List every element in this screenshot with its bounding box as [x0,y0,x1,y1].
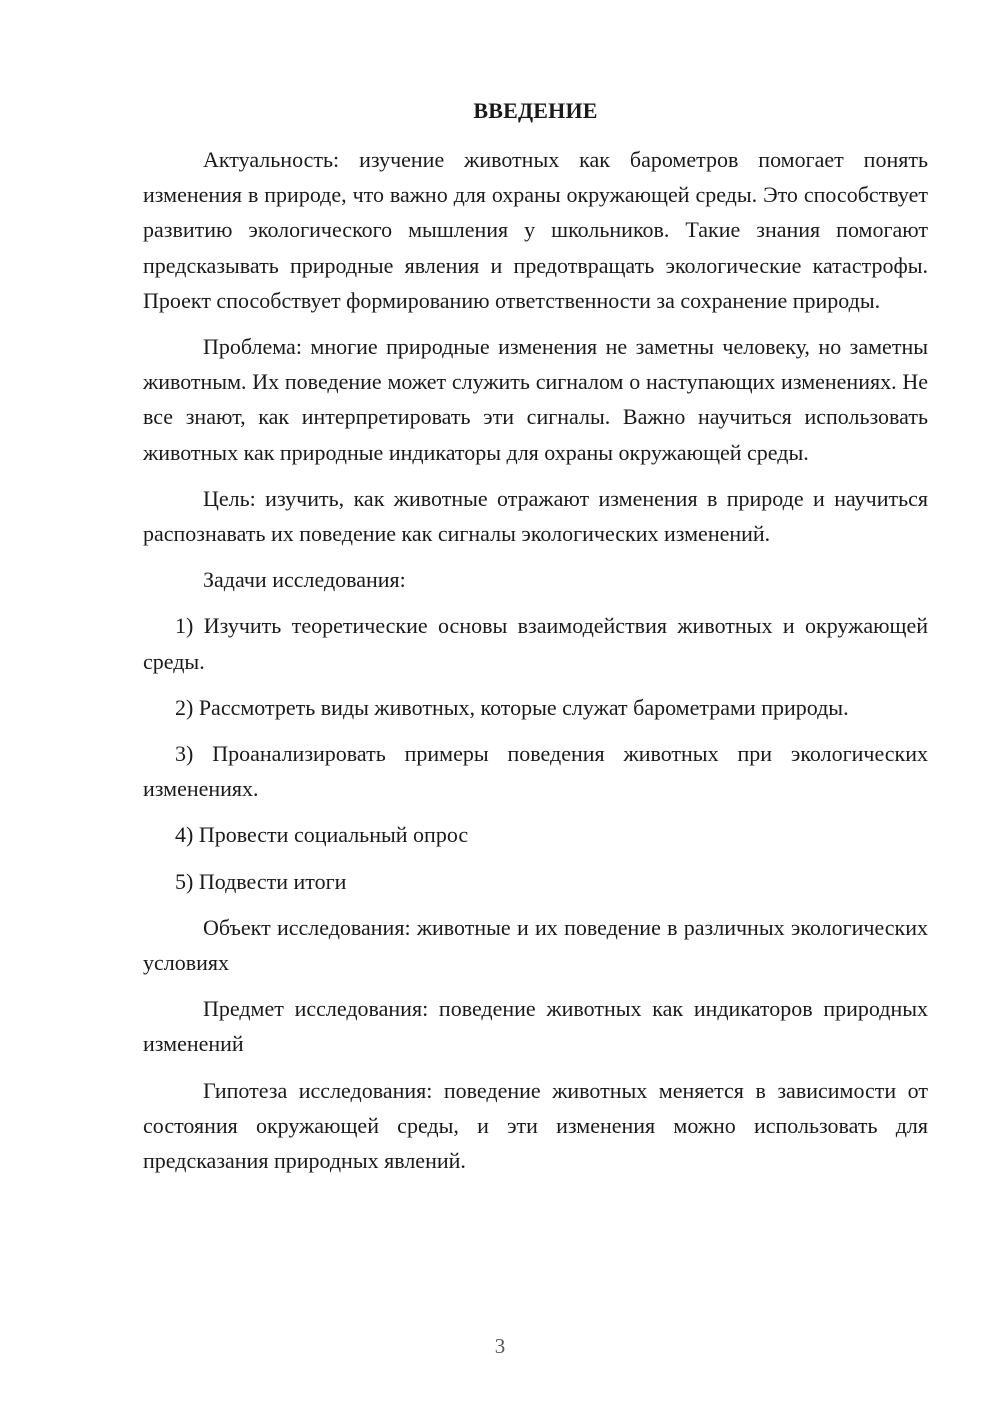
hypothesis-paragraph: Гипотеза исследования: поведение животных меняется в зависимости от состояния окружающей среды, и эти изменения можно использовать для предсказания природных явлений. [143,1077,928,1174]
task-item-3: 3) Проанализировать примеры поведения животных при экологических изменениях. [143,741,928,802]
tasks-title: Задачи исследования: [203,567,406,593]
task-item-4: 4) Провести социальный опрос [175,822,469,848]
problem-paragraph: Проблема: многие природные изменения не заметны человеку, но заметны животным. Их поведение может служить сигналом о наступающих изменениях. Не все знают, как интерпретировать эти сигналы. Важно научиться использовать животных как природные индикаторы для охраны окружающей среды. [143,334,928,465]
object-paragraph: Объект исследования: животные и их поведение в различных экологических условиях [143,914,928,976]
document-body [143,93,928,1178]
task-item-2: 2) Рассмотреть виды животных, которые служат барометрами природы. [175,694,849,720]
task-item-5: 5) Подвести итоги [175,868,347,894]
goal-paragraph: Цель: изучить, как животные отражают изменения в природе и научиться распознавать их поведение как сигналы экологических изменений. [143,485,928,547]
page-title: ВВЕДЕНИЕ [473,98,598,123]
page-number: 3 [494,1334,506,1358]
task-item-1: 1) Изучить теоретические основы взаимодействия животных и окружающей среды. [143,613,928,674]
subject-paragraph: Предмет исследования: поведение животных как индикаторов природных изменений [143,996,928,1057]
relevance-paragraph: Актуальность: изучение животных как барометров помогает понять изменения в природе, что важно для охраны окружающей среды. Это способствует развитию экологического мышления у школьников. Такие знания помогают предсказывать природные явления и предотвращать экологические катастрофы. Проект способствует формированию ответственности за сохранение природы. [143,147,928,313]
